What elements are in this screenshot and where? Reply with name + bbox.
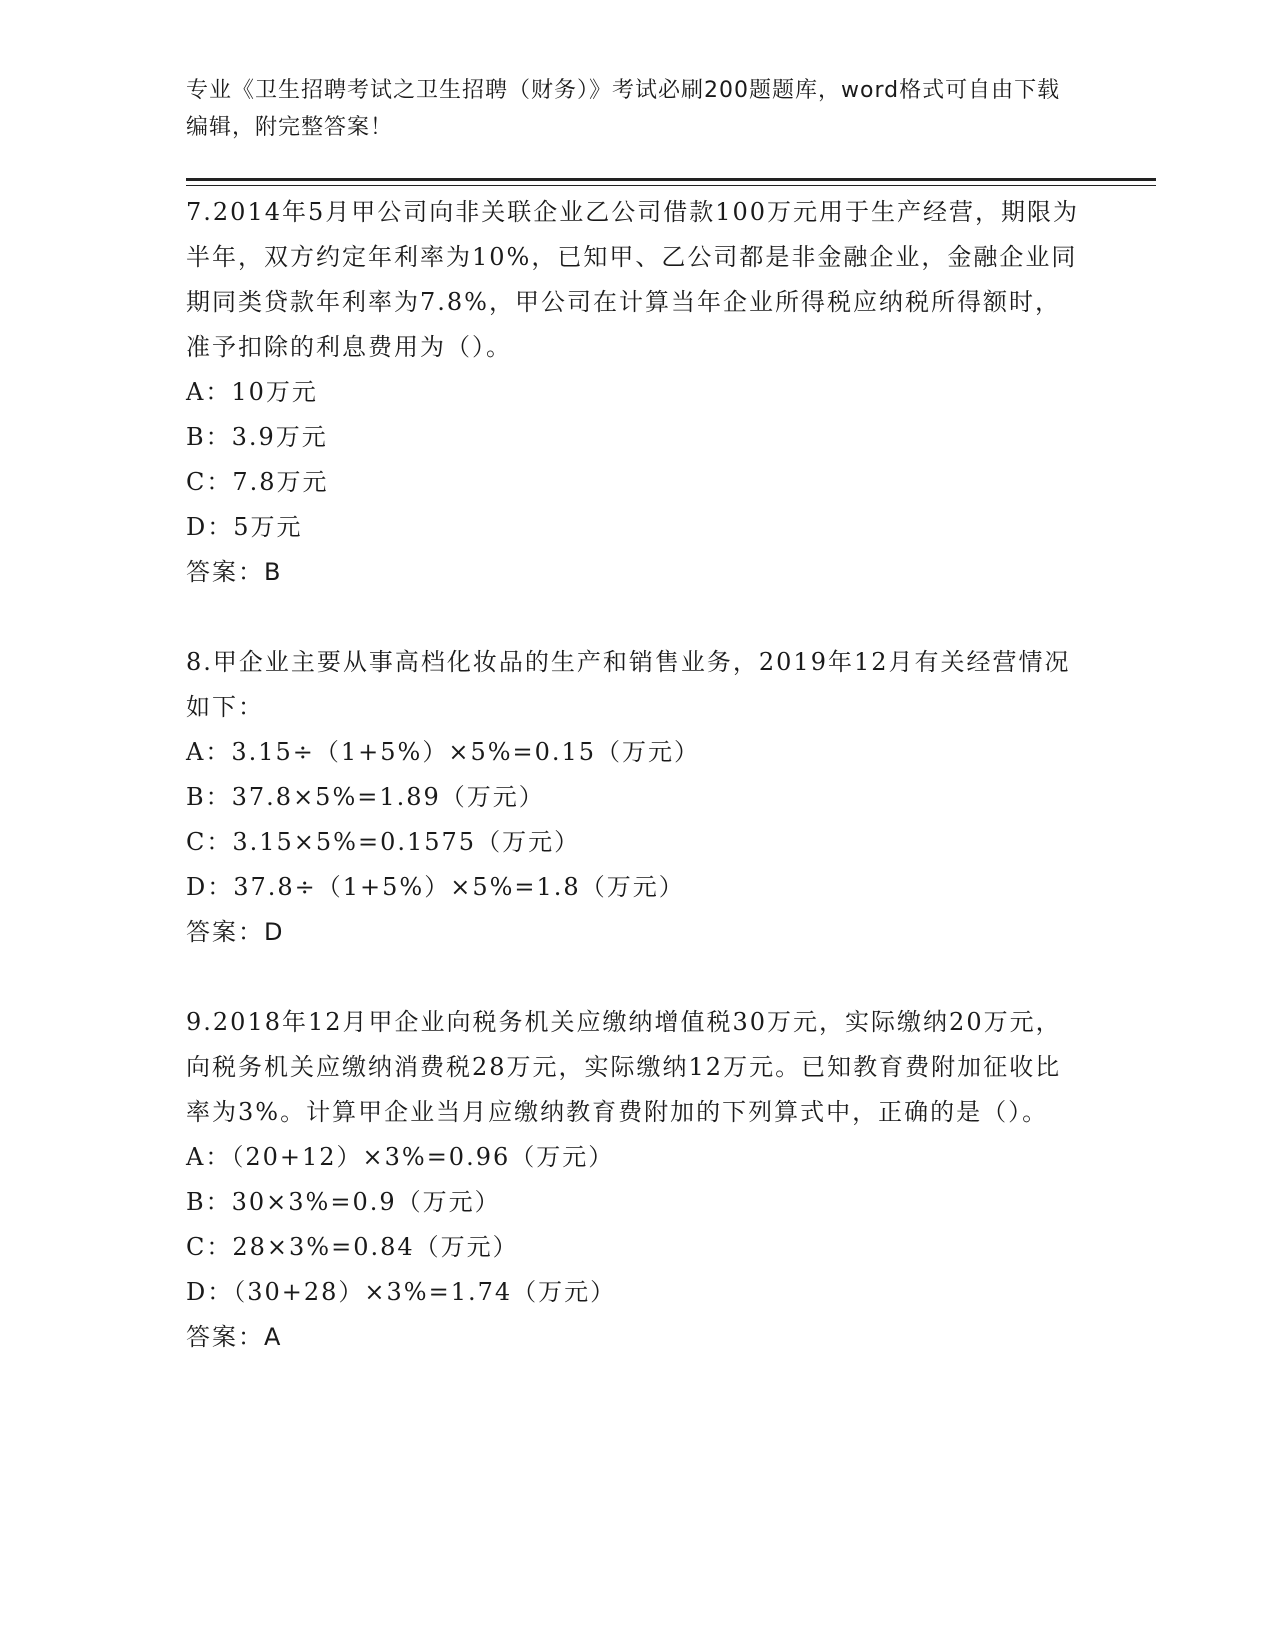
question-spacer: [186, 595, 1086, 640]
option-c: C：7.8万元: [186, 468, 329, 496]
option-c: C：28×3%=0.84（万元）: [186, 1233, 519, 1261]
question-spacer: [186, 955, 1086, 1000]
question-text: 8.甲企业主要从事高档化妆品的生产和销售业务，2019年12月有关经营情况如下：: [186, 648, 1071, 721]
answer-line: 答案：B: [186, 558, 283, 586]
option-d: D：37.8÷（1+5%）×5%=1.8（万元）: [186, 873, 685, 901]
option-b: B：37.8×5%=1.89（万元）: [186, 783, 545, 811]
header-divider-thick: [186, 178, 1156, 181]
header-divider-thin: [186, 185, 1156, 186]
option-d: D：5万元: [186, 513, 303, 541]
question-8: [186, 640, 1086, 955]
question-text: 9.2018年12月甲企业向税务机关应缴纳增值税30万元，实际缴纳20万元，向税务机关应缴纳消费税28万元，实际缴纳12万元。已知教育费附加征收比率为3%。计算甲企业当月应缴纳教育费附加的下列算式中，正确的是（）。: [186, 1008, 1062, 1126]
option-c: C：3.15×5%=0.1575（万元）: [186, 828, 581, 856]
question-text: 7.2014年5月甲公司向非关联企业乙公司借款100万元用于生产经营，期限为半年，双方约定年利率为10%，已知甲、乙公司都是非金融企业，金融企业同期同类贷款年利率为7.8%，甲公司在计算当年企业所得税应纳税所得额时，准予扣除的利息费用为（）。: [186, 198, 1080, 361]
question-7: [186, 190, 1086, 595]
question-9: [186, 1000, 1086, 1360]
answer-line: 答案：D: [186, 918, 285, 946]
question-list: [186, 190, 1086, 1360]
answer-line: 答案：A: [186, 1323, 283, 1351]
option-a: A：10万元: [186, 378, 318, 406]
document-intro: 专业《卫生招聘考试之卫生招聘（财务）》考试必刷200题题库，word格式可自由下载编辑，附完整答案！: [186, 78, 1061, 140]
option-a: A：3.15÷（1+5%）×5%=0.15（万元）: [186, 738, 701, 766]
option-b: B：3.9万元: [186, 423, 328, 451]
option-d: D：（30+28）×3%=1.74（万元）: [186, 1278, 617, 1306]
option-b: B：30×3%=0.9（万元）: [186, 1188, 501, 1216]
option-a: A：（20+12）×3%=0.96（万元）: [186, 1143, 615, 1171]
